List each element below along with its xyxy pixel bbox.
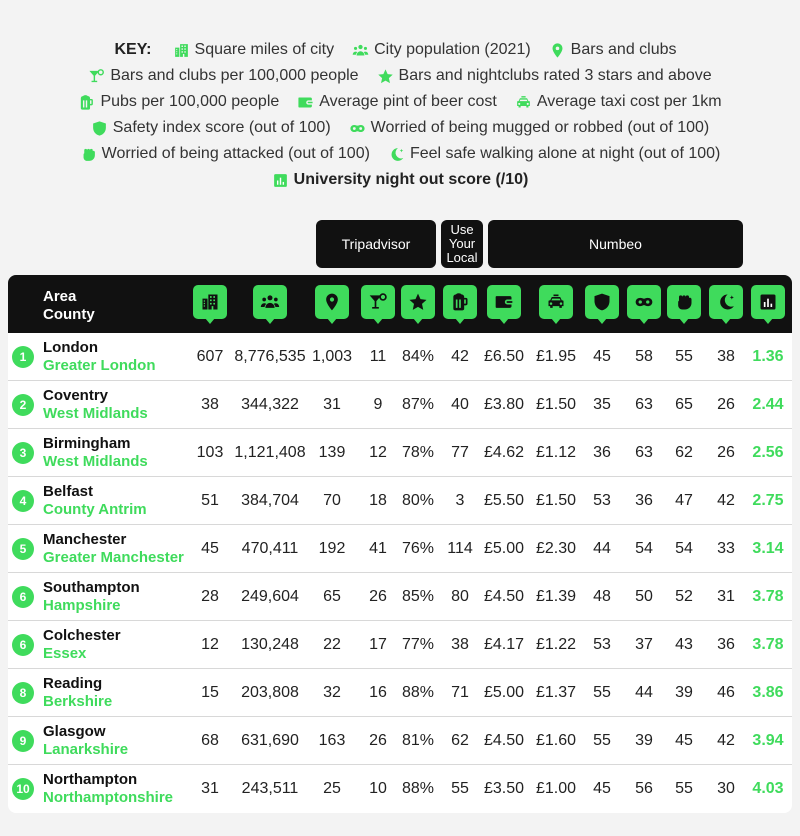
table-cell: 30 (717, 780, 735, 797)
table-row (8, 429, 792, 477)
table-cell: £1.95 (535, 348, 577, 365)
key-item-label: Average pint of beer cost (319, 93, 497, 110)
table-cell: 88% (401, 780, 435, 797)
table-cell: 130,248 (241, 636, 299, 653)
key-item (173, 41, 335, 59)
table-cell: 42 (451, 348, 469, 365)
column-header-map-pin-icon (315, 285, 349, 319)
table-cell: £5.00 (483, 684, 525, 701)
key-item (352, 41, 531, 59)
table-cell: 3 (455, 492, 465, 509)
table-cell: £1.50 (535, 492, 577, 509)
table-cell: £4.62 (483, 444, 525, 461)
table-cell: 63 (635, 396, 653, 413)
key-item-label: Pubs per 100,000 people (100, 93, 280, 110)
key-item-label: University night out score (/10) (293, 171, 529, 188)
score-cell: 2.44 (752, 396, 784, 413)
city-name: Belfast (43, 483, 94, 500)
rank-badge: 9 (12, 730, 34, 752)
shield-icon (91, 120, 113, 137)
table-cell: 62 (451, 732, 469, 749)
table-cell: £1.60 (535, 732, 577, 749)
key-legend (0, 37, 800, 193)
score-cell: 3.78 (752, 636, 784, 653)
rank-badge: 6 (12, 586, 34, 608)
table-cell: 31 (717, 588, 735, 605)
table-cell: 607 (196, 348, 224, 365)
table-cell: 26 (369, 588, 387, 605)
table-cell: 1,121,408 (234, 444, 306, 461)
key-item (272, 171, 529, 189)
table-cell: 45 (593, 348, 611, 365)
key-item (80, 145, 370, 163)
county-header-label: County (43, 306, 95, 323)
key-item (549, 41, 677, 59)
table-cell: 70 (323, 492, 341, 509)
table-cell: 36 (593, 444, 611, 461)
table-cell: 31 (201, 780, 219, 797)
table-cell: 249,604 (241, 588, 299, 605)
table-cell: 50 (635, 588, 653, 605)
table-cell: 26 (369, 732, 387, 749)
table-cell: 28 (201, 588, 219, 605)
county-name: Lanarkshire (43, 741, 129, 758)
table-cell: 68 (201, 732, 219, 749)
table-cell: 25 (323, 780, 341, 797)
table-cell: £6.50 (483, 348, 525, 365)
table-cell: 16 (369, 684, 387, 701)
city-name: Reading (43, 675, 103, 692)
score-cell: 2.75 (752, 492, 784, 509)
city-name: London (43, 339, 98, 356)
rank-badge: 8 (12, 682, 34, 704)
table-cell: 65 (675, 396, 693, 413)
rank-badge: 4 (12, 490, 34, 512)
area-header-label: Area (43, 288, 77, 305)
table-cell: 44 (635, 684, 653, 701)
source-tripadvisor (316, 220, 436, 268)
rank-badge: 5 (12, 538, 34, 560)
table-cell: 55 (675, 348, 693, 365)
table-cell: £5.50 (483, 492, 525, 509)
key-item (78, 93, 279, 111)
key-line (0, 115, 800, 141)
table-cell: 55 (593, 732, 611, 749)
score-cell: 4.03 (752, 780, 784, 797)
key-item (515, 93, 722, 111)
score-cell: 3.86 (752, 684, 784, 701)
table-cell: 17 (369, 636, 387, 653)
table-cell: 58 (635, 348, 653, 365)
key-line (0, 63, 800, 89)
key-item-label: Bars and nightclubs rated 3 stars and above (398, 67, 712, 84)
table-cell: 39 (675, 684, 693, 701)
table-cell: £1.50 (535, 396, 577, 413)
column-header-fist-icon (667, 285, 701, 319)
mask-icon (349, 120, 371, 137)
key-item (388, 145, 720, 163)
table-cell: 84% (401, 348, 435, 365)
table-row (8, 525, 792, 573)
key-title: KEY: (114, 41, 152, 58)
table-cell: 1,003 (311, 348, 353, 365)
table-cell: 77% (401, 636, 435, 653)
table-cell: 54 (635, 540, 653, 557)
table-row (8, 381, 792, 429)
rank-badge: 3 (12, 442, 34, 464)
table-cell: 55 (675, 780, 693, 797)
moon-icon (388, 146, 410, 163)
table-cell: 192 (318, 540, 346, 557)
score-cell: 1.36 (752, 348, 784, 365)
table-cell: 8,776,535 (234, 348, 306, 365)
table-cell: 32 (323, 684, 341, 701)
table-cell: 139 (318, 444, 346, 461)
source-useyourlocal (441, 220, 483, 268)
table-cell: 54 (675, 540, 693, 557)
column-header-taxi-icon (539, 285, 573, 319)
area-county-header (43, 288, 95, 324)
key-item-label: Safety index score (out of 100) (112, 119, 331, 136)
score-cell: 3.94 (752, 732, 784, 749)
county-name: County Antrim (43, 501, 147, 518)
table-cell: £1.12 (535, 444, 577, 461)
table-cell: 41 (369, 540, 387, 557)
score-cell: 3.14 (752, 540, 784, 557)
table-cell: 37 (635, 636, 653, 653)
key-line (0, 89, 800, 115)
county-name: Hampshire (43, 597, 121, 614)
source-useyourlocal-line-3: Local (446, 250, 478, 265)
table-cell: 33 (717, 540, 735, 557)
city-name: Glasgow (43, 723, 106, 740)
table-cell: 36 (717, 636, 735, 653)
table-cell: 36 (635, 492, 653, 509)
column-header-beer-mug-icon (443, 285, 477, 319)
rank-badge: 2 (12, 394, 34, 416)
ranking-table (8, 275, 792, 813)
buildings-icon (173, 42, 195, 59)
table-cell: 38 (451, 636, 469, 653)
key-item-label: Worried of being mugged or robbed (out of 100) (370, 119, 710, 136)
table-cell: 35 (593, 396, 611, 413)
county-name: Greater London (43, 357, 156, 374)
table-cell: 12 (369, 444, 387, 461)
table-cell: £4.50 (483, 732, 525, 749)
table-cell: 48 (593, 588, 611, 605)
table-row (8, 477, 792, 525)
key-item (349, 119, 710, 137)
table-cell: 76% (401, 540, 435, 557)
table-cell: 55 (451, 780, 469, 797)
column-header-wallet-icon (487, 285, 521, 319)
table-cell: 85% (401, 588, 435, 605)
table-cell: 45 (201, 540, 219, 557)
key-item-label: Feel safe walking alone at night (out of 100) (409, 145, 721, 162)
table-cell: £1.39 (535, 588, 577, 605)
table-cell: 203,808 (241, 684, 299, 701)
source-numbeo (488, 220, 743, 268)
taxi-icon (515, 94, 537, 111)
table-cell: 42 (717, 732, 735, 749)
table-cell: 77 (451, 444, 469, 461)
city-name: Birmingham (43, 435, 131, 452)
rank-badge: 6 (12, 634, 34, 656)
table-cell: £1.22 (535, 636, 577, 653)
table-cell: 22 (323, 636, 341, 653)
table-cell: 11 (369, 348, 387, 365)
city-name: Coventry (43, 387, 109, 404)
column-header-people-icon (253, 285, 287, 319)
table-cell: 470,411 (241, 540, 299, 557)
table-cell: £3.50 (483, 780, 525, 797)
table-cell: 43 (675, 636, 693, 653)
city-name: Southampton (43, 579, 140, 596)
source-useyourlocal-line-1: Use (450, 222, 474, 237)
table-cell: 38 (717, 348, 735, 365)
table-cell: 114 (447, 540, 473, 557)
source-useyourlocal-line-2: Your (448, 236, 476, 251)
key-item-label: Square miles of city (194, 41, 335, 58)
city-name: Manchester (43, 531, 127, 548)
table-cell: 47 (675, 492, 693, 509)
key-line (0, 167, 800, 193)
table-cell: 55 (593, 684, 611, 701)
table-row (8, 333, 792, 381)
rank-badge: 10 (12, 778, 34, 800)
table-cell: 81% (401, 732, 435, 749)
column-header-buildings-icon (193, 285, 227, 319)
column-header-mask-icon (627, 285, 661, 319)
table-cell: 15 (201, 684, 219, 701)
table-cell: 63 (635, 444, 653, 461)
table-cell: 31 (323, 396, 341, 413)
table-cell: £4.17 (483, 636, 525, 653)
score-cell: 2.56 (752, 444, 784, 461)
table-cell: £1.00 (535, 780, 577, 797)
county-name: Greater Manchester (43, 549, 184, 566)
table-cell: 18 (369, 492, 387, 509)
table-cell: 80 (451, 588, 469, 605)
table-cell: 631,690 (241, 732, 299, 749)
table-cell: 65 (323, 588, 341, 605)
table-cell: £4.50 (483, 588, 525, 605)
city-name: Northampton (43, 771, 138, 788)
key-line (0, 141, 800, 167)
table-cell: 53 (593, 492, 611, 509)
table-cell: 9 (373, 396, 383, 413)
map-pin-icon (549, 42, 571, 59)
table-cell: 51 (201, 492, 219, 509)
table-cell: 88% (401, 684, 435, 701)
table-cell: 384,704 (241, 492, 299, 509)
table-row (8, 765, 792, 813)
table-cell: 38 (201, 396, 219, 413)
table-cell: 42 (717, 492, 735, 509)
table-cell: 344,322 (241, 396, 299, 413)
star-icon (377, 68, 399, 85)
score-cell: 3.78 (752, 588, 784, 605)
table-cell: 53 (593, 636, 611, 653)
table-cell: £1.37 (535, 684, 577, 701)
wallet-icon (297, 94, 319, 111)
column-header-shield-icon (585, 285, 619, 319)
table-cell: 56 (635, 780, 653, 797)
county-name: Essex (43, 645, 87, 662)
table-cell: 71 (451, 684, 469, 701)
table-header (8, 275, 792, 333)
key-line (0, 37, 800, 63)
table-cell: 12 (201, 636, 219, 653)
table-cell: 78% (401, 444, 435, 461)
key-item (91, 119, 331, 137)
column-header-moon-icon (709, 285, 743, 319)
table-cell: 243,511 (241, 780, 299, 797)
table-cell: 52 (675, 588, 693, 605)
table-cell: £3.80 (483, 396, 525, 413)
table-cell: 80% (401, 492, 435, 509)
table-cell: 44 (593, 540, 611, 557)
key-item (88, 67, 358, 85)
column-header-bar-chart-icon (751, 285, 785, 319)
key-item-label: Worried of being attacked (out of 100) (101, 145, 370, 162)
table-row (8, 621, 792, 669)
table-cell: £5.00 (483, 540, 525, 557)
county-name: West Midlands (43, 453, 148, 470)
beer-mug-icon (78, 94, 100, 111)
bar-chart-icon (272, 172, 294, 189)
table-cell: 163 (318, 732, 346, 749)
table-cell: 39 (635, 732, 653, 749)
cocktail-icon (88, 68, 110, 85)
key-item-label: City population (2021) (374, 41, 531, 58)
table-cell: 40 (451, 396, 469, 413)
key-item (377, 67, 712, 85)
key-item-label: Bars and clubs per 100,000 people (110, 67, 359, 84)
source-numbeo-label: Numbeo (589, 236, 642, 252)
key-item (297, 93, 497, 111)
table-row (8, 573, 792, 621)
table-cell: 45 (593, 780, 611, 797)
table-cell: 62 (675, 444, 693, 461)
table-cell: 45 (675, 732, 693, 749)
column-header-cocktail-icon (361, 285, 395, 319)
key-item-label: Bars and clubs (570, 41, 677, 58)
table-cell: 26 (717, 444, 735, 461)
county-name: Berkshire (43, 693, 113, 710)
table-cell: £2.30 (535, 540, 577, 557)
people-icon (352, 42, 374, 59)
table-row (8, 717, 792, 765)
county-name: West Midlands (43, 405, 148, 422)
table-row (8, 669, 792, 717)
table-cell: 26 (717, 396, 735, 413)
table-cell: 103 (196, 444, 224, 461)
column-header-star-icon (401, 285, 435, 319)
fist-icon (80, 146, 102, 163)
table-cell: 10 (369, 780, 387, 797)
city-name: Colchester (43, 627, 121, 644)
source-tripadvisor-label: Tripadvisor (341, 236, 411, 252)
table-cell: 46 (717, 684, 735, 701)
key-item-label: Average taxi cost per 1km (536, 93, 722, 110)
county-name: Northamptonshire (43, 789, 174, 806)
table-cell: 87% (401, 396, 435, 413)
rank-badge: 1 (12, 346, 34, 368)
